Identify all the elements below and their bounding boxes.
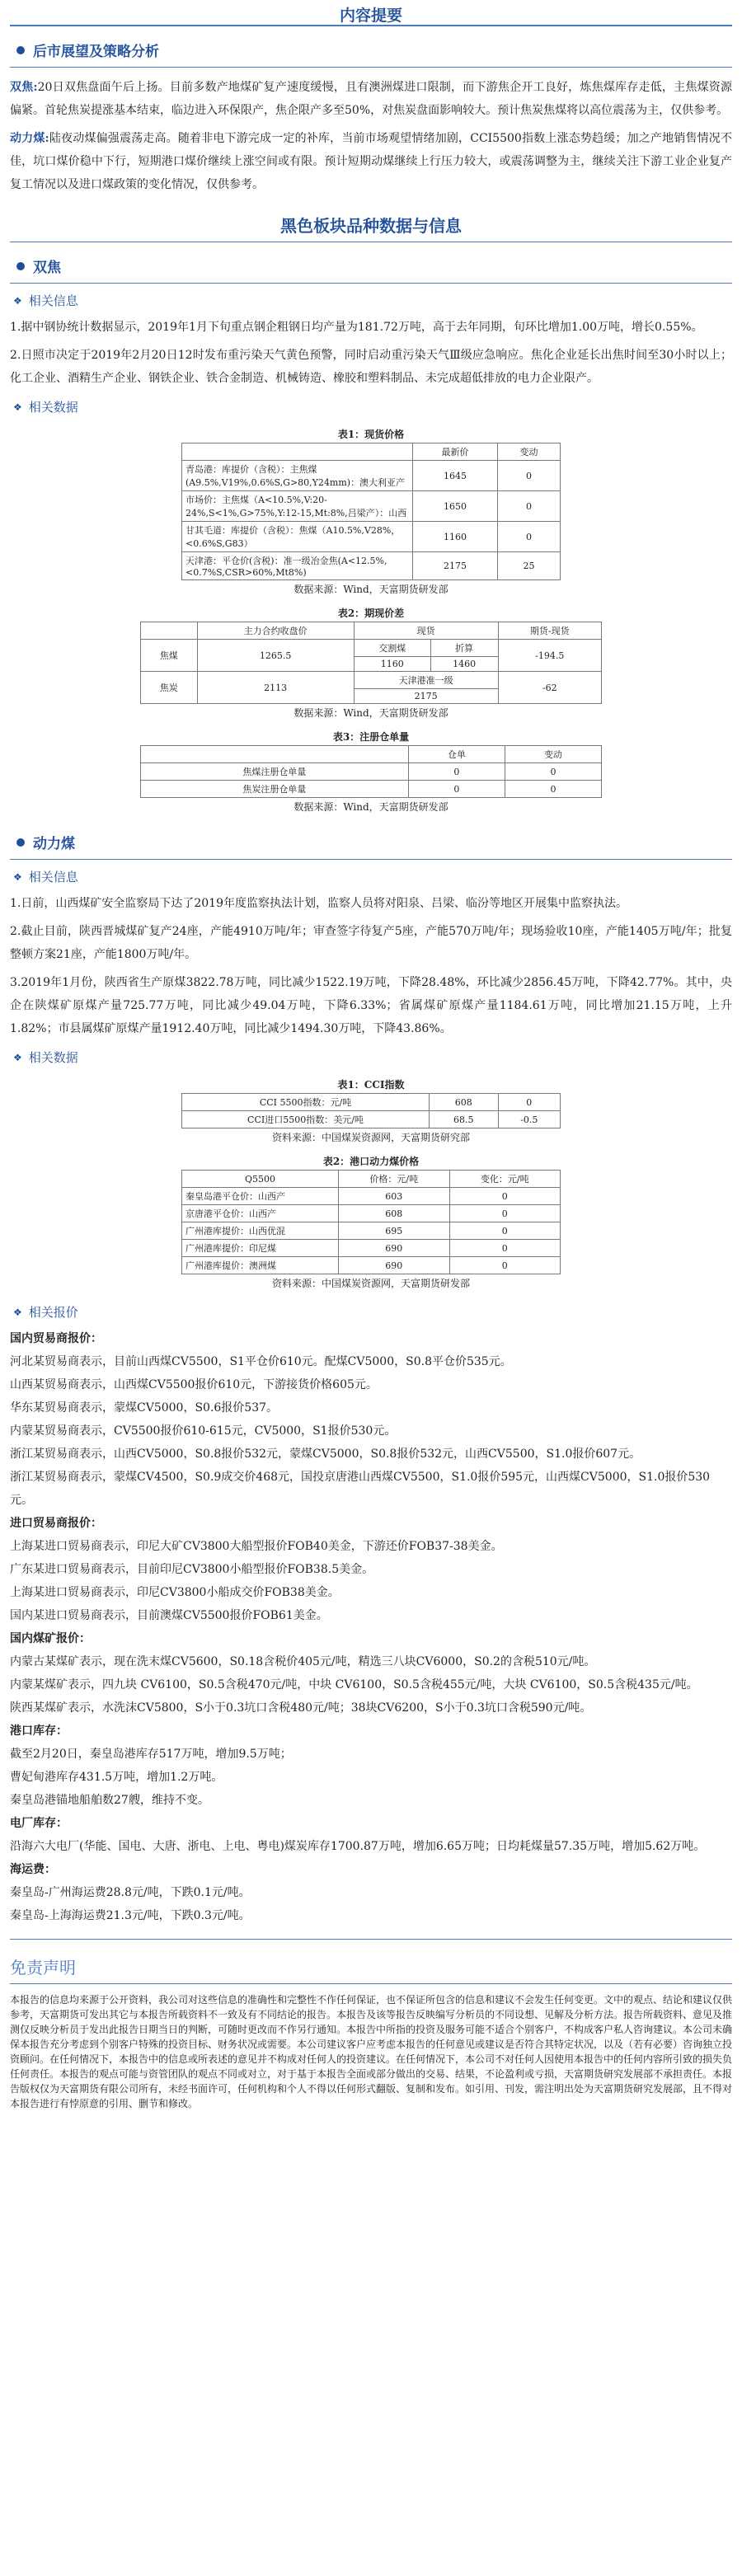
mine-quote-item: 内蒙某煤矿表示，四九块 CV6100，S0.5含税470元/吨，中块 CV6100，S0.5含税455元/吨，大块 CV6100，S0.5含税435元/吨。 [10,1678,698,1692]
thermal-quote-heading [10,1303,732,1321]
table-cell: 焦煤注册仓单量 [141,763,409,781]
table-header-cell [141,746,409,763]
freight-item: 秦皇岛-上海海运费21.3元/吨，下跌0.3元/吨。 [10,1909,251,1922]
basis-coal-spot-b: 1460 [430,657,498,672]
summary-header: 内容提要 [10,5,732,26]
table-cell: 1160 [413,522,498,552]
port-stock-item: 秦皇岛港锚地船舶数27艘，维持不变。 [10,1794,209,1807]
coke-heading [10,256,732,276]
table-cell: 0 [505,763,601,781]
table-cell: 0 [497,461,560,491]
mine-quote-item: 内蒙古某煤矿表示，现在洗末煤CV5600，S0.18含税价405元/吨，精选三八块CV6000，S0.2的含税510元/吨。 [10,1655,596,1668]
import-trade-list [10,1535,732,1627]
thermal-info-item: 2.截止目前，陕西晋城煤矿复产24座，产能4910万吨/年；审查签字待复产5座，产能570万吨/年；现场验收10座，产能1405万吨/年；批复整顿方案21座，产能1800万吨/年。 [10,925,732,961]
basis-header-spot: 现货 [354,622,498,640]
divider [10,1939,732,1940]
table-cell: 695 [339,1222,450,1240]
divider [10,67,732,68]
coke-spot-price-table [181,443,561,580]
thermal-info-item: 3.2019年1月份，陕西省生产原煤3822.78万吨，同比减少1522.19万吨，下降28.48%，环比减少2856.45万吨，下降42.77%。其中，央企在陕煤矿原煤产量725.77万吨，同比减少49.04万吨，下降6.33%；省属煤矿原煤产量1184.61万吨，同比增加21.15万吨，上升1.82%；市县属煤矿原煤产量1912.40万吨，同比减少1494.30万吨，下降43.86%。 [10,976,732,1035]
table-cell: 603 [339,1188,450,1205]
table-row [182,1205,561,1222]
table-cell: 广州港库提价：山西优混 [182,1222,339,1240]
table-cell: 0 [498,1094,560,1111]
table-cell: 690 [339,1257,450,1274]
coke-data-label: 相关数据 [28,400,78,415]
import-trade-item: 上海某进口贸易商表示，印尼CV3800小船成交价FOB38美金。 [10,1586,340,1599]
import-trade-label: 进口贸易商报价： [10,1517,102,1530]
thermal-info-list [10,892,732,1040]
diamond-icon: ❖ [13,401,22,413]
table-row [182,552,561,580]
table-header-row [141,746,602,763]
basis-coke-main: 2113 [197,672,354,704]
disclaimer-title: 免责声明 [10,1958,76,1978]
port-thermal-price-table [181,1170,561,1274]
table-cell: 0 [408,781,505,798]
diamond-icon: ❖ [13,1051,22,1063]
basis-coal-label: 焦煤 [141,640,198,672]
table-cell: 0 [449,1188,561,1205]
thermal-table1-source: 资料来源：中国煤炭资源网，天富期货研究部 [271,1132,470,1143]
table-row [182,1222,561,1240]
basis-coal-spot-a-label: 交割煤 [354,640,430,657]
coke-table3-caption: 表3：注册仓单量 [332,731,410,743]
bullet-icon [16,46,25,54]
coke-table1-caption: 表1：现货价格 [337,429,405,440]
table-row [182,522,561,552]
basis-header-basis: 期货-现货 [498,622,602,640]
coke-title: 双焦 [33,260,61,276]
thermal-table2-caption: 表2：港口动力煤价格 [322,1156,420,1167]
diamond-icon: ❖ [13,294,22,307]
table-header-cell: 变动 [505,746,601,763]
thermal-table2-source: 资料来源：中国煤炭资源网，天富期货研发部 [271,1278,470,1289]
thermal-table2-wrap [10,1149,732,1295]
thermal-title: 动力煤 [33,836,75,852]
table-cell: 秦皇岛港平仓价：山西产 [182,1188,339,1205]
mine-quote-item: 陕西某煤矿表示，水洗沫CV5800，S小于0.3坑口含税480元/吨；38块CV6200，S小于0.3坑口含税590元/吨。 [10,1701,592,1715]
table-row [182,1111,561,1128]
table-cell: 68.5 [430,1111,499,1128]
table-cell: 0 [449,1205,561,1222]
table-header-cell: 变化：元/吨 [449,1171,561,1188]
basis-header-empty [141,622,198,640]
table-cell: 广州港库提价：印尼煤 [182,1240,339,1257]
basis-coke-spot-label: 天津港准一级 [354,672,498,689]
table-header-cell: 最新价 [413,443,498,461]
import-trade-item: 国内某进口贸易商表示，目前澳煤CV5500报价FOB61美金。 [10,1609,328,1622]
table-cell: 1645 [413,461,498,491]
bullet-icon [16,262,25,270]
thermal-outlook-text: 陆夜动煤偏强震荡走高。随着非电下游完成一定的补库，当前市场观望情绪加剧，CCI5500指数上涨态势趋缓；加之产地销售情况不佳，坑口煤价稳中下行，短期港口煤价继续上涨空间或有限。预计短期动煤继续上行压力较大，或震荡调整为主，继续关注下游工业企业复产复工情况以及进口煤政策的变化情况，仅供参考。 [10,132,732,191]
plant-stock-list [10,1835,732,1858]
table-cell: 608 [430,1094,499,1111]
table-cell: 青岛港：库提价（含税）：主焦煤(A9.5%,V19%,0.6%S,G>80,Y24mm)：澳大利亚产 [182,461,413,491]
bullet-icon [16,838,25,847]
thermal-info-item: 1.日前，山西煤矿安全监察局下达了2019年度监察执法计划，监察人员将对阳泉、吕梁、临汾等地区开展集中监察执法。 [10,897,627,910]
divider [10,859,732,860]
diamond-icon: ❖ [13,870,22,883]
basis-coal-spot-b-label: 折算 [430,640,498,657]
coke-outlook-paragraph [10,76,732,122]
domestic-trade-item: 河北某贸易商表示，目前山西煤CV5500，S1平仓价610元。配煤CV5000，S0.8平仓价535元。 [10,1355,512,1368]
table-row [182,491,561,522]
table-cell: 市场价：主焦煤（A<10.5%,V:20-24%,S<1%,G>75%,Y:12-15,Mt:8%,吕梁产）：山西 [182,491,413,522]
table-cell: 焦炭注册仓单量 [141,781,409,798]
plant-stock-item: 沿海六大电厂(华能、国电、大唐、浙电、上电、粤电)煤炭库存1700.87万吨，增加6.65万吨；日均耗煤量57.35万吨，增加5.62万吨。 [10,1840,706,1853]
table-cell: -0.5 [498,1111,560,1128]
cci-index-table [181,1093,561,1128]
table-row [182,461,561,491]
freight-label: 海运费： [10,1863,56,1876]
coke-info-heading [10,292,732,309]
freight-item: 秦皇岛-广州海运费28.8元/吨，下跌0.1元/吨。 [10,1886,251,1899]
thermal-data-label: 相关数据 [28,1050,78,1065]
domestic-trade-list [10,1350,732,1512]
basis-coal-basis: -194.5 [498,640,602,672]
table-cell: CCI 5500指数：元/吨 [182,1094,430,1111]
coke-table2-caption: 表2：期现价差 [337,608,405,619]
port-stock-item: 曹妃甸港库存431.5万吨，增加1.2万吨。 [10,1771,223,1784]
port-stock-item: 截至2月20日，秦皇岛港库存517万吨，增加9.5万吨； [10,1748,292,1761]
coke-outlook-text: 20日双焦盘面午后上扬。目前多数产地煤矿复产速度缓慢，且有澳洲煤进口限制，而下游焦企开工良好，炼焦煤库存走低，主焦煤资源偏紧。首轮焦炭提涨基本结束，临边进入环保限产，焦企限产多至50%，对焦炭盘面影响较大。预计焦炭焦煤将以高位震荡为主，仅供参考。 [10,81,733,117]
basis-header-main: 主力合约收盘价 [197,622,354,640]
table-cell: 京唐港平仓价：山西产 [182,1205,339,1222]
table-row [182,1257,561,1274]
domestic-trade-item: 华东某贸易商表示，蒙煤CV5000，S0.6报价537。 [10,1401,279,1415]
domestic-trade-item: 山西某贸易商表示，山西煤CV5500报价610元，下游接货价格605元。 [10,1378,378,1391]
table-row [141,781,602,798]
divider [10,1983,732,1984]
basis-coal-spot-a: 1160 [354,657,430,672]
table-cell: 1650 [413,491,498,522]
table-cell: 0 [408,763,505,781]
mine-quote-list [10,1650,732,1720]
thermal-outlook-paragraph [10,127,732,196]
basis-coke-spot: 2175 [354,689,498,704]
table-header-cell: Q5500 [182,1171,339,1188]
thermal-heading [10,832,732,852]
coke-table3-wrap [10,725,732,819]
basis-coke-basis: -62 [498,672,602,704]
table-header-cell: 变动 [497,443,560,461]
thermal-data-heading [10,1049,732,1066]
table-cell: 25 [497,552,560,580]
table-row [182,1188,561,1205]
table-cell: 0 [449,1240,561,1257]
import-trade-item: 广东某进口贸易商表示，目前印尼CV3800小船型报价FOB38.5美金。 [10,1563,374,1576]
table-row [141,763,602,781]
coke-table2-wrap [10,601,732,725]
coke-basis-table [140,622,602,704]
table-row [182,1240,561,1257]
coke-warrant-table [140,745,602,798]
table-cell: 甘其毛道：库提价（含税）：焦煤（A10.5%,V28%，<0.6%S,G83） [182,522,413,552]
coke-info-item: 2.日照市决定于2019年2月20日12时发布重污染天气黄色预警，同时启动重污染天气Ⅲ级应急响应。焦化企业延长出焦时间至30小时以上；化工企业、酒精生产企业、钢铁企业、铁合金制造、机械铸造、橡胶和塑料制品、未完成超低排放的电力企业限产。 [10,349,732,385]
coke-outlook-label: 双焦: [10,81,38,94]
coke-data-heading [10,398,732,415]
coke-table3-source: 数据来源：Wind，天富期货研发部 [294,801,448,813]
plant-label: 电厂库存： [10,1817,68,1830]
port-stock-list [10,1743,732,1812]
coke-info-label: 相关信息 [28,293,78,308]
domestic-trade-item: 浙江某贸易商表示，蒙煤CV4500，S0.9成交价468元，国投京唐港山西煤CV5500，S1.0报价595元，山西煤CV5000，S1.0报价530元。 [10,1471,711,1507]
thermal-outlook-label: 动力煤: [10,132,49,145]
freight-list [10,1881,732,1927]
divider [10,283,732,284]
domestic-trade-item: 浙江某贸易商表示，山西CV5000，S0.8报价532元，蒙煤CV5000，S0.8报价532元，山西CV5500，S1.0报价607元。 [10,1448,641,1461]
table-cell: 0 [449,1222,561,1240]
table-header-row [182,443,561,461]
basis-coke-label: 焦炭 [141,672,198,704]
domestic-trade-item: 内蒙某贸易商表示，CV5500报价610-615元，CV5000，S1报价530元。 [10,1424,397,1438]
table-cell: 608 [339,1205,450,1222]
basis-coal-main: 1265.5 [197,640,354,672]
thermal-info-label: 相关信息 [28,870,78,884]
disclaimer-text: 本报告的信息均来源于公开资料，我公司对这些信息的准确性和完整性不作任何保证，也不保证所包含的信息和建议不会发生任何变更。文中的观点、结论和建议仅供参考，天富期货可发出其它与本报告所载资料不一致及有不同结论的报告。本报告及该等报告反映编写分析员的不同设想、见解及分析方法。报告所载资料、意见及推测仅反映分析员于发出此报告日期当日的判断，可随时更改而不作另行通知。本报告中所指的投资及服务可能不适合个别客户，不构成客户私人咨询建议。本公司未确保本报告充分考虑到个别客户特殊的投资目标、财务状况或需要。本公司建议客户应考虑本报告的任何意见或建议是否符合其特定状况，以及（若有必要）咨询独立投资顾问。在任何情况下，本报告中的信息或所表述的意见并不构成对任何人的投资建议。在任何情况下，本公司不对任何人因使用本报告中的任何内容所引致的损失负任何责任。本报告的观点可能与资管团队的观点不同或对立，对于基于本报告全面或部分做出的交易、结果，不论盈利或亏损，天富期货研究发展部不承担责任。本报告版权仅为天富期货有限公司所有，未经书面许可，任何机构和个人不得以任何形式翻版、复制和发布。如引用、刊发，需注明出处为天富期货研究发展部，且不得对本报告进行有悖原意的引用、删节和修改。 [10,1994,733,2109]
thermal-quote-label: 相关报价 [28,1305,78,1320]
table-header-cell [182,443,413,461]
table-cell: 广州港库提价：澳洲煤 [182,1257,339,1274]
domestic-trade-label: 国内贸易商报价： [10,1332,102,1345]
table-cell: 天津港：平仓价(含税)：准一级冶金焦(A<12.5%,<0.7%S,CSR>60%,Mt8%) [182,552,413,580]
mine-label: 国内煤矿报价： [10,1632,91,1645]
strategy-section-title: 后市展望及策略分析 [33,44,159,60]
table-header-row [182,1171,561,1188]
table-cell: 0 [449,1257,561,1274]
table-header-cell: 仓单 [408,746,505,763]
table-cell: 0 [497,522,560,552]
table-cell: CCI进口5500指数：美元/吨 [182,1111,430,1128]
thermal-table1-wrap [10,1072,732,1149]
table-row [182,1094,561,1111]
coke-table1-wrap [10,422,732,601]
coke-info-item: 1.据中钢协统计数据显示，2019年1月下旬重点钢企粗钢日均产量为181.72万吨，高于去年同期，旬环比增加1.00万吨，增长0.55%。 [10,321,703,334]
table-cell: 0 [505,781,601,798]
black-section-title: 黑色板块品种数据与信息 [280,216,462,236]
thermal-table1-caption: 表1：CCI指数 [337,1079,405,1091]
coke-table2-source: 数据来源：Wind，天富期货研发部 [294,707,448,719]
strategy-section-heading [10,40,732,60]
diamond-icon: ❖ [13,1306,22,1318]
table-cell: 690 [339,1240,450,1257]
thermal-info-heading [10,868,732,885]
table-cell: 0 [497,491,560,522]
port-label: 港口库存： [10,1724,68,1738]
import-trade-item: 上海某进口贸易商表示，印尼大矿CV3800大船型报价FOB40美金，下游还价FOB37-38美金。 [10,1540,503,1553]
table-header-cell: 价格：元/吨 [339,1171,450,1188]
table-cell: 2175 [413,552,498,580]
coke-table1-source: 数据来源：Wind，天富期货研发部 [294,584,448,595]
coke-info-list [10,316,732,390]
